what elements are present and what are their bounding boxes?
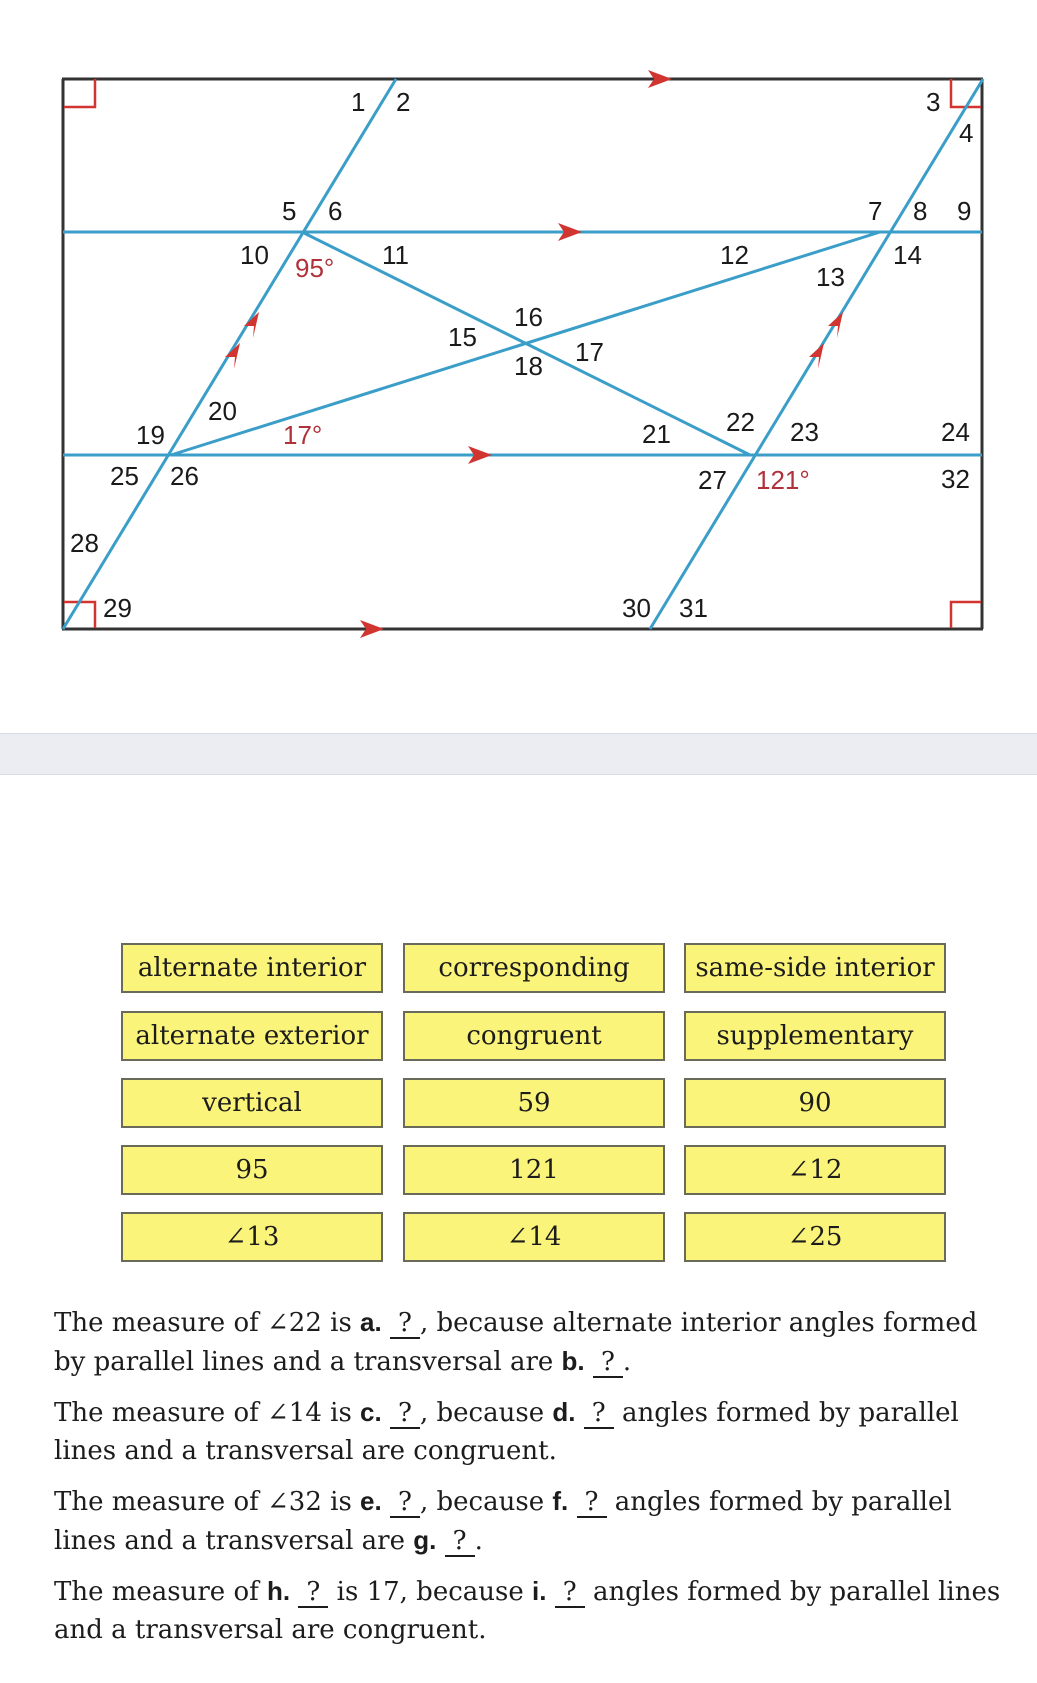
given-measures — [283, 253, 810, 495]
question-list — [54, 1303, 1004, 1661]
question-paragraph — [54, 1572, 1004, 1649]
angle-label-22: 22 — [726, 407, 755, 437]
angle-label-14: 14 — [893, 240, 922, 270]
answer-tile-same-side-interior[interactable]: same-side interior — [684, 943, 946, 993]
angle-label-10: 10 — [240, 240, 269, 270]
blank-letter: e. — [360, 1486, 382, 1516]
angle-label-32: 32 — [941, 464, 970, 494]
answer-tile-corresponding[interactable]: corresponding — [403, 943, 665, 993]
angle-label-11: 11 — [382, 240, 409, 270]
angle-label-26: 26 — [170, 461, 199, 491]
angle-label-2: 2 — [396, 87, 411, 117]
blank-letter: d. — [552, 1397, 576, 1427]
given-measure-17: 17° — [283, 420, 323, 450]
question-text: , because — [420, 1398, 553, 1428]
angle-label-21: 21 — [642, 419, 671, 449]
angle-label-9: 9 — [957, 196, 972, 226]
question-text: angles formed by parallel lines and a transversal are — [54, 1487, 952, 1556]
answer-tile-95[interactable]: 95 — [121, 1145, 383, 1195]
blank-letter: h. — [267, 1576, 291, 1606]
question-text: is 17, because — [328, 1577, 533, 1607]
question-text: The measure of — [54, 1577, 267, 1607]
answer-tile-supplementary[interactable]: supplementary — [684, 1011, 946, 1061]
blank-letter: g. — [413, 1525, 437, 1555]
answer-blank-e[interactable]: ? — [390, 1488, 420, 1518]
angle-label-23: 23 — [790, 417, 819, 447]
angle-label-27: 27 — [698, 465, 727, 495]
answer-tile-alternate-interior[interactable]: alternate interior — [121, 943, 383, 993]
answer-blank-d[interactable]: ? — [584, 1399, 614, 1429]
angle-label-8: 8 — [913, 196, 928, 226]
answer-tile-angle-12[interactable]: ∠12 — [684, 1145, 946, 1195]
question-paragraph — [54, 1303, 1004, 1381]
angle-label-5: 5 — [282, 196, 297, 226]
question-paragraph — [54, 1393, 1004, 1470]
blank-letter: b. — [561, 1346, 585, 1376]
blank-letter: i. — [532, 1576, 547, 1606]
angle-label-20: 20 — [208, 396, 237, 426]
answer-blank-i[interactable]: ? — [555, 1578, 585, 1608]
answer-tile-90[interactable]: 90 — [684, 1078, 946, 1128]
answer-tile-congruent[interactable]: congruent — [403, 1011, 665, 1061]
question-text: The measure of ∠32 is — [54, 1487, 361, 1517]
question-text: angles formed by parallel lines and a transversal are congruent. — [54, 1577, 1001, 1645]
angle-label-28: 28 — [70, 528, 99, 558]
question-text: . — [622, 1347, 632, 1377]
angle-label-7: 7 — [868, 196, 883, 226]
question-paragraph — [54, 1482, 1004, 1560]
right-angle-mark-bottom-right — [951, 602, 981, 628]
angle-label-17: 17 — [575, 337, 604, 367]
angle-label-13: 13 — [816, 262, 845, 292]
angle-label-24: 24 — [941, 417, 970, 447]
question-text: The measure of ∠14 is — [54, 1398, 361, 1428]
right-angle-mark-top-right — [951, 79, 981, 107]
given-measure-95: 95° — [295, 253, 335, 283]
diagonal-line-up — [171, 232, 880, 455]
angle-label-15: 15 — [448, 322, 477, 352]
answer-tile-angle-25[interactable]: ∠25 — [684, 1212, 946, 1262]
angle-label-6: 6 — [328, 196, 343, 226]
answer-blank-h[interactable]: ? — [298, 1578, 328, 1608]
question-text: , because alternate interior angles formed by parallel lines and a transversal are — [54, 1308, 978, 1377]
angle-label-19: 19 — [136, 420, 165, 450]
right-angle-mark-top-left — [64, 79, 95, 107]
geometry-figure — [0, 0, 1037, 700]
answer-tile-angle-14[interactable]: ∠14 — [403, 1212, 665, 1262]
angle-label-29: 29 — [103, 593, 132, 623]
answer-blank-c[interactable]: ? — [390, 1399, 420, 1429]
answer-tile-121[interactable]: 121 — [403, 1145, 665, 1195]
answer-blank-a[interactable]: ? — [390, 1309, 420, 1339]
blank-letter: c. — [360, 1397, 382, 1427]
given-measure-121: 121° — [756, 465, 810, 495]
right-angle-mark-bottom-left — [64, 602, 95, 628]
angle-label-3: 3 — [926, 87, 941, 117]
question-text: . — [474, 1526, 483, 1556]
angle-label-12: 12 — [720, 240, 749, 270]
answer-tile-alternate-exterior[interactable]: alternate exterior — [121, 1011, 383, 1061]
angle-label-1: 1 — [351, 87, 366, 117]
angle-label-30: 30 — [622, 593, 651, 623]
angle-labels — [70, 87, 973, 623]
blank-letter: f. — [552, 1486, 569, 1516]
answer-blank-g[interactable]: ? — [445, 1527, 475, 1557]
answer-tile-vertical[interactable]: vertical — [121, 1078, 383, 1128]
answer-blank-b[interactable]: ? — [593, 1348, 623, 1378]
angle-label-16: 16 — [514, 302, 543, 332]
angle-label-4: 4 — [959, 118, 974, 148]
blank-letter: a. — [360, 1307, 382, 1337]
answer-tile-59[interactable]: 59 — [403, 1078, 665, 1128]
angle-label-18: 18 — [514, 351, 543, 381]
answer-tile-angle-13[interactable]: ∠13 — [121, 1212, 383, 1262]
angle-label-25: 25 — [110, 461, 139, 491]
section-separator — [0, 733, 1037, 775]
answer-blank-f[interactable]: ? — [577, 1488, 607, 1518]
question-text: angles formed by parallel lines and a transversal are congruent. — [54, 1398, 959, 1466]
angle-label-31: 31 — [679, 593, 708, 623]
question-text: The measure of ∠22 is — [54, 1308, 361, 1338]
question-text: , because — [420, 1487, 553, 1517]
